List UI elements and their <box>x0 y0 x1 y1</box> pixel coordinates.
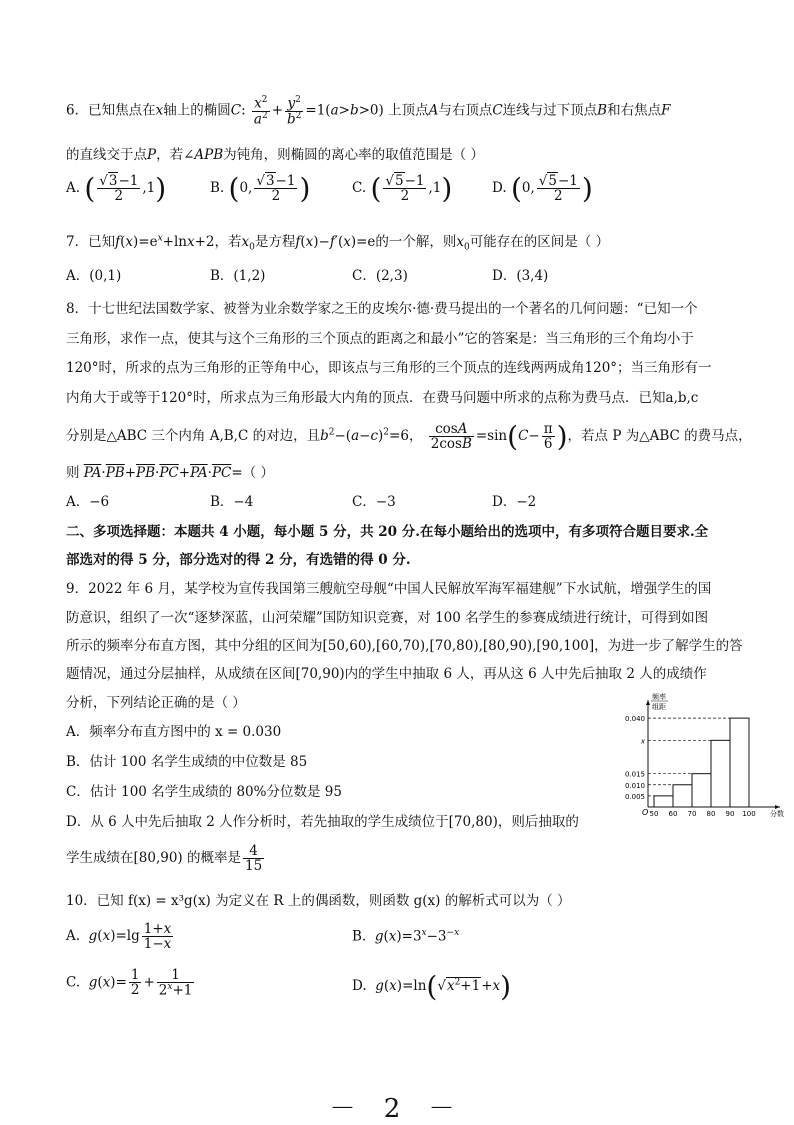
q7-option-a: A．(0,1) <box>66 268 122 284</box>
q9-line5: 分析，下列结论正确的是（ ） <box>66 695 246 711</box>
y-axis-arrow <box>646 700 650 705</box>
q8-line5: 分别是△ABC 三个内角 A,B,C 的对边，且$b^2-(a-c)^2=6$， $\frac{\cos A}{2\cos B}$ =sin(C− $\frac{\pi}{6}$ )，若点 P 为△ABC 的费马点， <box>66 420 752 453</box>
origin-label: O <box>642 808 649 817</box>
x-tick-label: 90 <box>725 810 735 818</box>
q7-option-d: D．(3,4) <box>492 268 549 284</box>
q6-text: 的直线交于点 <box>66 147 147 163</box>
q6-option-d: D. (0, $\frac{√5-1}{2}$ ) <box>492 172 593 205</box>
y-tick-label: 0.040 <box>624 715 645 724</box>
q8-option-d: D．−2 <box>492 494 537 510</box>
q6-text: 上顶点 <box>388 102 429 119</box>
x-tick-label: 100 <box>742 810 756 818</box>
q6-text: 6．已知焦点在 <box>66 102 156 119</box>
page-number: － 2 － <box>329 1094 465 1124</box>
q10-option-a: A. g(x)=lg $\frac{1+x}{1-x}$ <box>66 921 172 953</box>
q7-option-c: C．(2,3) <box>352 268 408 284</box>
q6-line2: 的直线交于点P，若∠APB为钝角，则椭圆的离心率的取值范围是（ ） <box>66 147 484 163</box>
x-tick-label: 60 <box>668 810 678 818</box>
y-axis-label-bottom: 组距 <box>652 703 666 711</box>
q8-line1: 8．十七世纪法国数学家、被誉为业余数学家之王的皮埃尔·德·费马提出的一个著名的几何问题：“已知一个 <box>66 301 698 317</box>
q8-line2: 三角形，求作一点，使其与这个三角形的三个顶点的距离之和最小”它的答案是：当三角形的三个角均小于 <box>66 331 694 347</box>
q6-text: ，若∠ <box>156 147 195 163</box>
histogram-bar <box>692 774 711 807</box>
q6-option-c: C. ( $\frac{√5-1}{2}$ ,1) <box>352 172 453 205</box>
x-tick-label: 80 <box>706 810 716 818</box>
section2-heading-line1: 二、多项选择题：本题共 4 小题，每小题 5 分，共 20 分.在每小题给出的选项中，有多项符合题目要求.全 <box>66 524 709 540</box>
q9-option-b: B．估计 100 名学生成绩的中位数是 85 <box>66 754 308 770</box>
q8-option-a: A．−6 <box>66 494 110 510</box>
q6-text: 连线与过下顶点 <box>502 102 598 119</box>
q9-line3: 所示的频率分布直方图，其中分组的区间为[50,60),[60,70),[70,80),[80,90),[90,100]，为进一步了解学生的答 <box>66 638 743 654</box>
q10-stem: 10．已知 f(x) = x³g(x) 为定义在 R 上的偶函数，则函数 g(x) 的解析式可以为（ ） <box>66 893 571 909</box>
q10-option-b: B. $g(x)=3^x-3^{-x}$ <box>352 928 460 945</box>
q9-option-d-line2: 学生成绩在[80,90) 的概率是 $\frac{4}{15}$ <box>66 843 263 875</box>
q7-option-b: B．(1,2) <box>210 268 266 284</box>
histogram-bar <box>730 718 749 807</box>
q9-option-d-line1: D．从 6 人中先后抽取 2 人作分析时，若先抽取的学生成绩位于[70,80)，则后抽取的 <box>66 814 579 830</box>
q9-option-c: C．估计 100 名学生成绩的 80%分位数是 95 <box>66 784 342 800</box>
frequency-histogram <box>608 692 788 822</box>
histogram-bar <box>673 785 692 807</box>
q8-line3: 120°时，所求的点为三角形的正等角中心，即该点与三角形的三个顶点的连线两两成角120°；当三角形有一 <box>66 360 712 376</box>
q10-option-c: C. g(x)= $\frac{1}{2}$ + $\frac{1}{2^x+1}$ <box>66 967 193 999</box>
q9-line4: 题情况，通过分层抽样，从成绩在区间[70,90)内的学生中抽取 6 人，再从这 6 人中先后抽取 2 人的成绩作 <box>66 666 707 682</box>
q10-option-d: D. $g(x)=\ln(√x^2+1+x)$ <box>352 970 512 1003</box>
x-tick-label: 70 <box>687 810 697 818</box>
q6-option-b: B. (0, $\frac{√3-1}{2}$ ) <box>210 172 311 205</box>
q9-line1: 9．2022 年 6 月，某学校为宣传我国第三艘航空母舰“中国人民解放军海军福建舰”下水试航，增强学生的国 <box>66 581 712 597</box>
q7-stem: 7．已知$f(x)=e^x+\ln x+2$，若$x_0$是方程f(x)−f′(x)=e的一个解，则$x_0$可能存在的区间是（ ） <box>66 233 610 253</box>
section2-heading-line2: 部选对的得 5 分，部分选对的得 2 分，有选错的得 0 分. <box>66 552 411 568</box>
x-tick-label: 50 <box>649 810 659 818</box>
histogram-bar <box>654 796 673 807</box>
q8-line4: 内角大于或等于120°时，所求点为三角形最大内角的顶点．在费马问题中所求的点称为费马点．已知a,b,c <box>66 390 699 406</box>
x-axis-arrow <box>775 805 780 809</box>
q6-option-a: A. ( $\frac{√3-1}{2}$ ,1) <box>66 172 167 205</box>
q9-option-a: A．频率分布直方图中的 x = 0.030 <box>66 724 282 740</box>
y-tick-label: x <box>640 737 645 746</box>
q8-option-b: B．−4 <box>210 494 254 510</box>
q6-line1: 6．已知焦点在x轴上的椭圆C: $\frac{x^2}{a^2}$ + $\frac{y^2}{b^2}$ =1(a>b>0) 上顶点A与右顶点C连线与过下顶点B和右焦点F <box>66 95 671 128</box>
y-axis-label-top: 频率 <box>652 693 666 701</box>
q8-line6: 则 $\overline{PA}\cdot\overline{PB}+\overline{PB}\cdot\overline{PC}+\overline{PA}\cdot\overline{PC}=$（ ） <box>66 465 274 481</box>
q9-line2: 防意识，组织了一次“逐梦深蓝，山河荣耀”国防知识竞赛，对 100 名学生的参赛成绩进行统计，可得到如图 <box>66 610 709 626</box>
q8-option-c: C．−3 <box>352 494 396 510</box>
q6-text: 轴上的椭圆 <box>163 102 231 119</box>
y-tick-label: 0.015 <box>624 770 645 779</box>
histogram-bar <box>711 740 730 807</box>
x-axis-label: 分数 <box>770 810 784 818</box>
q6-text: 为钝角，则椭圆的离心率的取值范围是（ ） <box>223 147 484 163</box>
y-tick-label: 0.005 <box>624 792 645 801</box>
y-tick-label: 0.010 <box>624 781 645 790</box>
q6-text: 与右顶点 <box>438 102 493 119</box>
q6-text: 和右焦点 <box>607 102 662 119</box>
